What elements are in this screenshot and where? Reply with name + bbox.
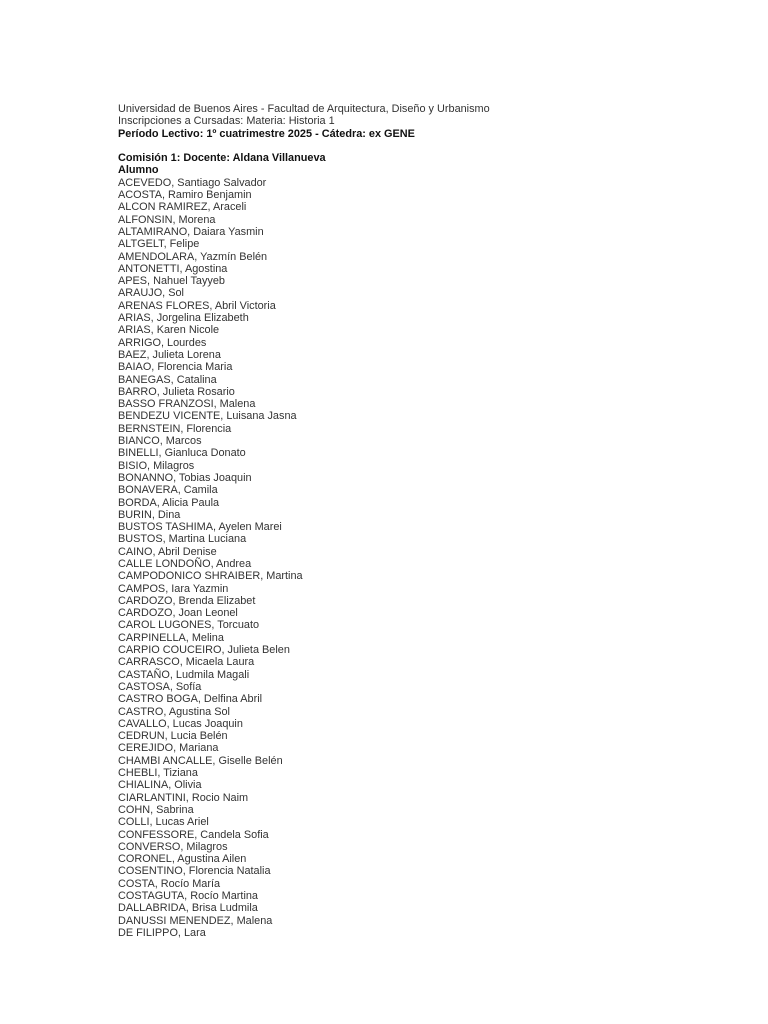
student-name: BONANNO, Tobias Joaquin <box>118 471 252 484</box>
student-name: CHAMBI ANCALLE, Giselle Belén <box>118 754 283 767</box>
student-name: ARIAS, Karen Nicole <box>118 324 220 337</box>
student-name: APES, Nahuel Tayyeb <box>118 275 225 288</box>
student-name: BANEGAS, Catalina <box>118 373 217 386</box>
student-name: CARRASCO, Micaela Laura <box>118 656 255 669</box>
student-name: COSTAGUTA, Rocío Martina <box>118 890 258 902</box>
commission-title: Comisión 1: Docente: Aldana Villanueva <box>118 152 326 165</box>
student-name: CASTOSA, Sofía <box>118 680 202 693</box>
student-column-header: Alumno <box>118 164 159 177</box>
student-name: CAMPODONICO SHRAIBER, Martina <box>118 570 303 583</box>
student-name: AMENDOLARA, Yazmín Belén <box>118 250 268 263</box>
student-name: ACOSTA, Ramiro Benjamin <box>118 189 252 202</box>
student-name: BONAVERA, Camila <box>118 484 218 497</box>
student-name: CARDOZO, Joan Leonel <box>118 607 238 620</box>
student-name: BURIN, Dina <box>118 508 181 521</box>
student-name: CASTAÑO, Ludmila Magali <box>118 668 250 681</box>
student-name: CHEBLI, Tiziana <box>118 767 198 780</box>
student-name: CHIALINA, Olivia <box>118 779 202 792</box>
student-name: ALCON RAMIREZ, Araceli <box>118 201 247 214</box>
student-name: CARDOZO, Brenda Elizabet <box>118 594 256 607</box>
student-name: ALTGELT, Felipe <box>118 238 200 251</box>
student-name: BERNSTEIN, Florencia <box>118 422 232 435</box>
student-name: ARIAS, Jorgelina Elizabeth <box>118 312 249 325</box>
student-name: COLLI, Lucas Ariel <box>118 816 209 829</box>
student-name: ARRIGO, Lourdes <box>118 336 207 349</box>
student-name: BINELLI, Gianluca Donato <box>118 447 246 460</box>
student-name: ALFONSIN, Morena <box>118 213 216 226</box>
student-name: CARPINELLA, Melina <box>118 631 224 644</box>
student-name: CIARLANTINI, Rocio Naim <box>118 791 249 804</box>
student-name: COSTA, Rocío María <box>118 877 221 890</box>
student-name: CORONEL, Agustina Ailen <box>118 853 247 866</box>
blank-line <box>118 140 718 152</box>
student-name: ALTAMIRANO, Daiara Yasmin <box>118 225 264 238</box>
student-name: BENDEZU VICENTE, Luisana Jasna <box>118 410 297 423</box>
student-name: COHN, Sabrina <box>118 803 194 816</box>
student-name: BISIO, Milagros <box>118 459 195 472</box>
student-name: DANUSSI MENENDEZ, Malena <box>118 914 273 927</box>
student-name: CAROL LUGONES, Torcuato <box>118 619 260 632</box>
enrollment-line: Inscripciones a Cursadas: Materia: Historia 1 <box>118 115 335 128</box>
student-name: CEREJIDO, Mariana <box>118 742 219 755</box>
student-name: BAEZ, Julieta Lorena <box>118 348 221 361</box>
student-name: ANTONETTI, Agostina <box>118 262 228 275</box>
student-name: BUSTOS, Martina Luciana <box>118 533 247 546</box>
period-line: Período Lectivo: 1º cuatrimestre 2025 - Cátedra: ex GENE <box>118 127 415 140</box>
student-name: CARPIO COUCEIRO, Julieta Belen <box>118 644 290 657</box>
student-name: CAMPOS, Iara Yazmin <box>118 582 229 595</box>
student-name: BAIAO, Florencia Maria <box>118 361 233 374</box>
student-name: CONVERSO, Milagros <box>118 840 228 853</box>
institution-line: Universidad de Buenos Aires - Facultad de Arquitectura, Diseño y Urbanismo <box>118 103 490 115</box>
student-name: DALLABRIDA, Brisa Ludmila <box>118 902 258 915</box>
student-name: CASTRO BOGA, Delfina Abril <box>118 693 263 706</box>
student-name: COSENTINO, Florencia Natalia <box>118 865 271 878</box>
student-name: CALLE LONDOÑO, Andrea <box>118 557 252 570</box>
student-name: BASSO FRANZOSI, Malena <box>118 398 256 411</box>
student-name: ARAUJO, Sol <box>118 287 184 300</box>
document-page <box>118 103 718 939</box>
student-name: BARRO, Julieta Rosario <box>118 385 235 398</box>
student-name: CONFESSORE, Candela Sofia <box>118 828 269 841</box>
student-name: BIANCO, Marcos <box>118 435 202 448</box>
student-name: CAVALLO, Lucas Joaquin <box>118 717 243 730</box>
student-name: DE FILIPPO, Lara <box>118 926 206 939</box>
student-name: CASTRO, Agustina Sol <box>118 705 230 718</box>
student-name: ACEVEDO, Santiago Salvador <box>118 176 267 189</box>
student-name: CAINO, Abril Denise <box>118 545 217 558</box>
student-name: ARENAS FLORES, Abril Victoria <box>118 299 276 312</box>
student-name: CEDRUN, Lucia Belén <box>118 730 228 743</box>
student-name: BORDA, Alicia Paula <box>118 496 220 509</box>
student-name: BUSTOS TASHIMA, Ayelen Marei <box>118 521 282 534</box>
student-list <box>118 177 718 939</box>
